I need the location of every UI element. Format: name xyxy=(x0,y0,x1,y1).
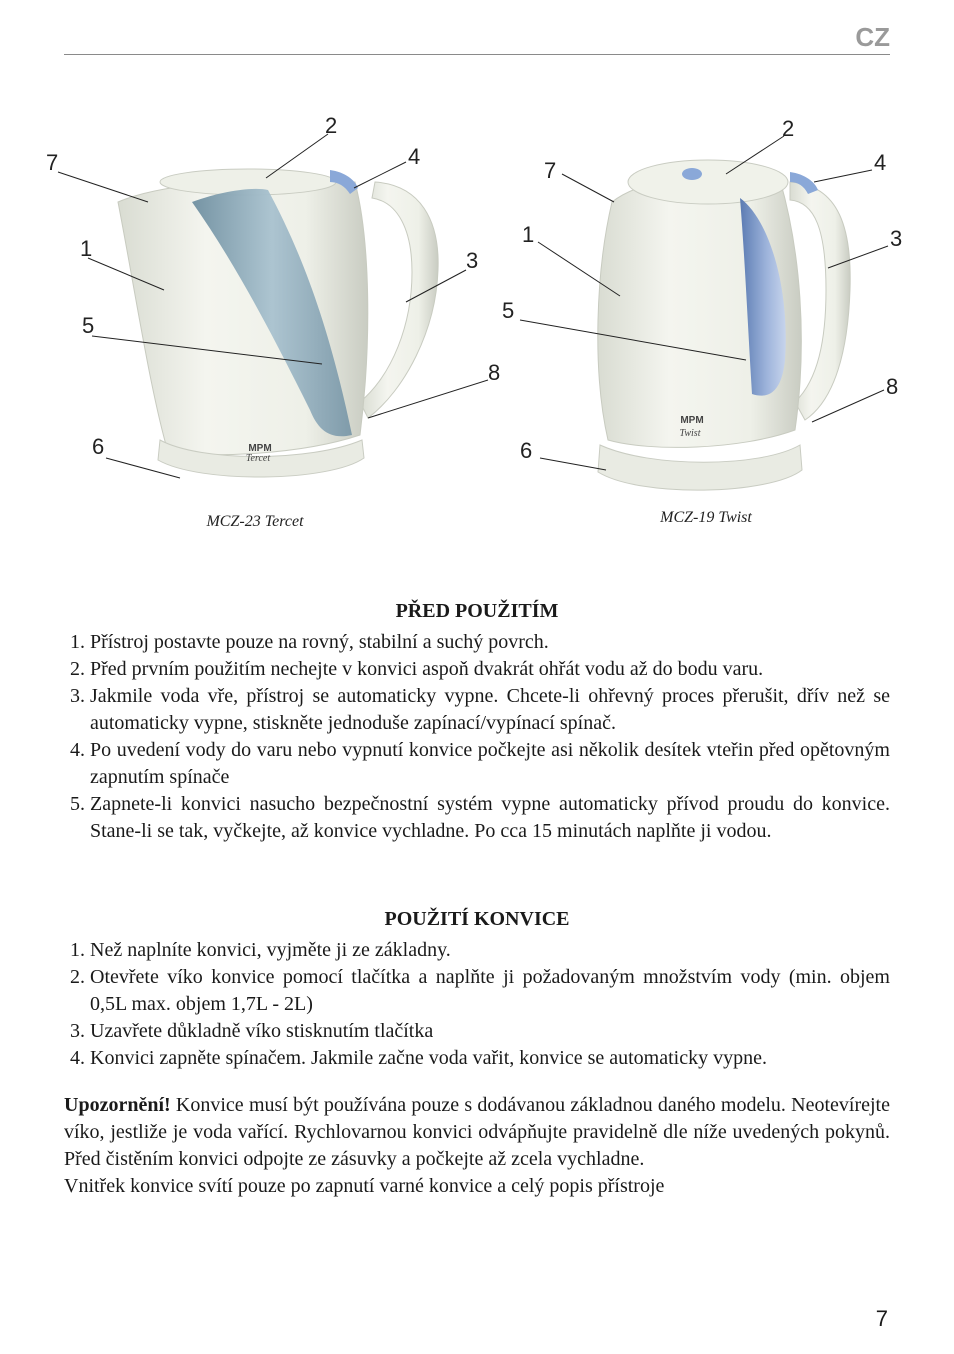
kettle-tercet-callout: 6 xyxy=(92,434,105,459)
kettle-twist-callout: 5 xyxy=(502,298,515,323)
list-item: 3. Jakmile voda vře, přístroj se automaticky vypne. Chcete-li ohřevný proces přerušit, dřív než se automaticky vypne, stiskněte jednoduše zapínací/vypínací spínač. xyxy=(90,683,890,737)
section-kettle-use-title: POUŽITÍ KONVICE xyxy=(384,908,570,930)
list-item: 2. Otevřete víko konvice pomocí tlačítka a naplňte ji požadovaným množstvím vody (min. objem 0,5L max. objem 1,7L - 2L) xyxy=(90,964,890,1018)
warning-text: Konvice musí být používána pouze s dodávanou základnou daného modelu. Neotevírejte víko, jestliže je voda vařící. Rychlovarnou konvici odvápňujte pravidelně dle níže uvedených pokynů. Před čistěním konvici odpojte ze zásuvky a počkejte až zcela vychladne. xyxy=(64,1094,890,1170)
kettle-twist-brand: MPM xyxy=(680,415,704,426)
kettle-tercet-callout: 4 xyxy=(408,144,421,169)
kettle-twist-callout: 8 xyxy=(886,374,899,399)
list-item: 3. Uzavřete důkladně víko stisknutím tlačítka xyxy=(90,1018,890,1045)
kettle-twist-callout: 1 xyxy=(522,222,535,247)
section-kettle-use xyxy=(64,908,890,1072)
list-item: 1. Než naplníte konvici, vyjměte ji ze základny. xyxy=(90,937,890,964)
kettle-use-list xyxy=(64,937,890,1072)
list-item: 4. Po uvedení vody do varu nebo vypnutí konvice počkejte asi několik desítek vteřin před opětovným zapnutím spínače xyxy=(90,737,890,791)
before-use-list xyxy=(64,629,890,845)
kettle-tercet-illustration xyxy=(118,169,438,477)
kettle-tercet-caption: MCZ-23 Tercet xyxy=(206,513,304,530)
kettle-twist-illustration xyxy=(598,160,850,490)
page-number: 7 xyxy=(875,1306,888,1331)
warning-label: Upozornění! xyxy=(64,1094,171,1116)
kettle-twist-callout: 4 xyxy=(874,150,887,175)
kettle-twist-model: Twist xyxy=(679,428,701,439)
section-before-use xyxy=(64,600,890,845)
kettle-tercet-callout: 2 xyxy=(325,113,338,138)
warning-section xyxy=(64,1092,890,1200)
kettle-twist-callout: 3 xyxy=(890,226,903,251)
list-item: 4. Konvici zapněte spínačem. Jakmile začne voda vařit, konvice se automaticky vypne. xyxy=(90,1045,890,1072)
kettle-tercet-callout: 3 xyxy=(466,248,479,273)
kettle-tercet-callout: 5 xyxy=(82,313,95,338)
kettle-twist-callout: 2 xyxy=(782,116,795,141)
kettle-twist-callout: 7 xyxy=(544,158,557,183)
kettle-tercet-model: Tercet xyxy=(245,453,271,464)
list-item: 2. Před prvním použitím nechejte v konvici aspoň dvakrát ohřát vodu až do bodu varu. xyxy=(90,656,890,683)
kettle-tercet-callout: 1 xyxy=(80,236,93,261)
list-item: 1. Přístroj postavte pouze na rovný, stabilní a suchý povrch. xyxy=(90,629,890,656)
language-code: CZ xyxy=(855,22,890,52)
kettle-tercet-callout: 8 xyxy=(488,360,501,385)
kettle-figures xyxy=(0,90,954,540)
warning-note: Vnitřek konvice svítí pouze po zapnutí varné konvice a celý popis přístroje xyxy=(64,1175,665,1197)
kettle-twist-caption: MCZ-19 Twist xyxy=(660,509,752,526)
header-rule xyxy=(64,54,890,55)
list-item: 5. Zapnete-li konvici nasucho bezpečnostní systém vypne automaticky přívod proudu do konvice. Stane-li se tak, vyčkejte, až konvice vychladne. Po cca 15 minutách naplňte ji vodou. xyxy=(90,791,890,845)
section-before-use-title: PŘED POUŽITÍM xyxy=(395,600,559,622)
warning-paragraph xyxy=(64,1092,890,1173)
kettle-twist-callout: 6 xyxy=(520,438,533,463)
kettle-tercet-brand: MPM xyxy=(248,443,272,454)
kettle-tercet-callout: 7 xyxy=(46,150,59,175)
